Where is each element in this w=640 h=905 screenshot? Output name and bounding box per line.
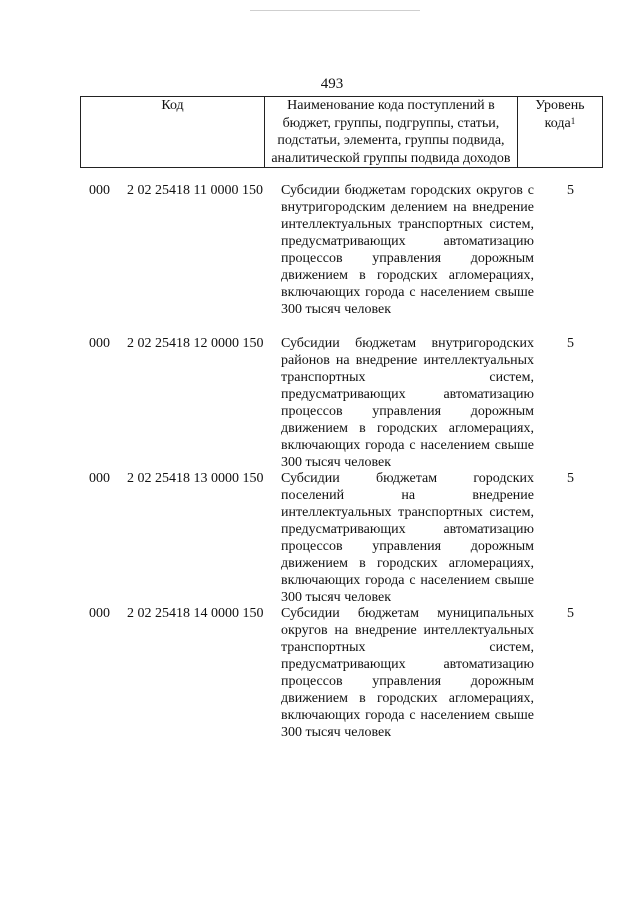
header-code-cell <box>81 97 265 168</box>
header-level-cell <box>517 97 602 168</box>
header-code-label: Код <box>161 98 184 113</box>
header-level-label: Уровень кода <box>535 98 585 131</box>
revenue-code: 2 02 25418 12 0000 150 <box>127 336 264 351</box>
revenue-name: Субсидии бюджетам внутригородских районов на внедрение интеллектуальных транспортных систем, предусматривающих автоматизацию процессов управления дорожным движением в городских агломерациях, включающих города с населением свыше 300 тысяч человек <box>281 336 534 470</box>
revenue-name: Субсидии бюджетам городских округов с внутригородским делением на внедрение интеллектуальных транспортных систем, предусматривающих автоматизацию процессов управления дорожным движением в городских агломерациях, включающих города с населением свыше 300 тысяч человек <box>281 183 534 317</box>
code-level: 5 <box>567 183 574 198</box>
table-header <box>80 96 603 168</box>
admin-code: 000 <box>89 336 110 351</box>
admin-code: 000 <box>89 606 110 621</box>
code-level: 5 <box>567 606 574 621</box>
revenue-code: 2 02 25418 14 0000 150 <box>127 606 264 621</box>
admin-code: 000 <box>89 183 110 198</box>
page-number: 493 <box>320 76 344 92</box>
footnote-marker: 1 <box>570 115 576 126</box>
header-name-cell <box>265 97 518 168</box>
code-level: 5 <box>567 471 574 486</box>
revenue-name: Субсидии бюджетам муниципальных округов на внедрение интеллектуальных транспортных систем, предусматривающих автоматизацию процессов управления дорожным движением в городских агломерациях, включающих города с населением свыше 300 тысяч человек <box>281 606 534 740</box>
revenue-code: 2 02 25418 13 0000 150 <box>127 471 264 486</box>
scan-artifact <box>250 10 420 11</box>
revenue-code: 2 02 25418 11 0000 150 <box>127 183 263 198</box>
admin-code: 000 <box>89 471 110 486</box>
code-level: 5 <box>567 336 574 351</box>
revenue-name: Субсидии бюджетам городских поселений на внедрение интеллектуальных транспортных систем, предусматривающих автоматизацию процессов управления дорожным движением в городских агломерациях, включающих города с населением свыше 300 тысяч человек <box>281 471 534 605</box>
header-name-label: Наименование кода поступлений в бюджет, группы, подгруппы, статьи, подстатьи, элемента, группы подвида, аналитической группы подвида доходов <box>271 98 511 166</box>
